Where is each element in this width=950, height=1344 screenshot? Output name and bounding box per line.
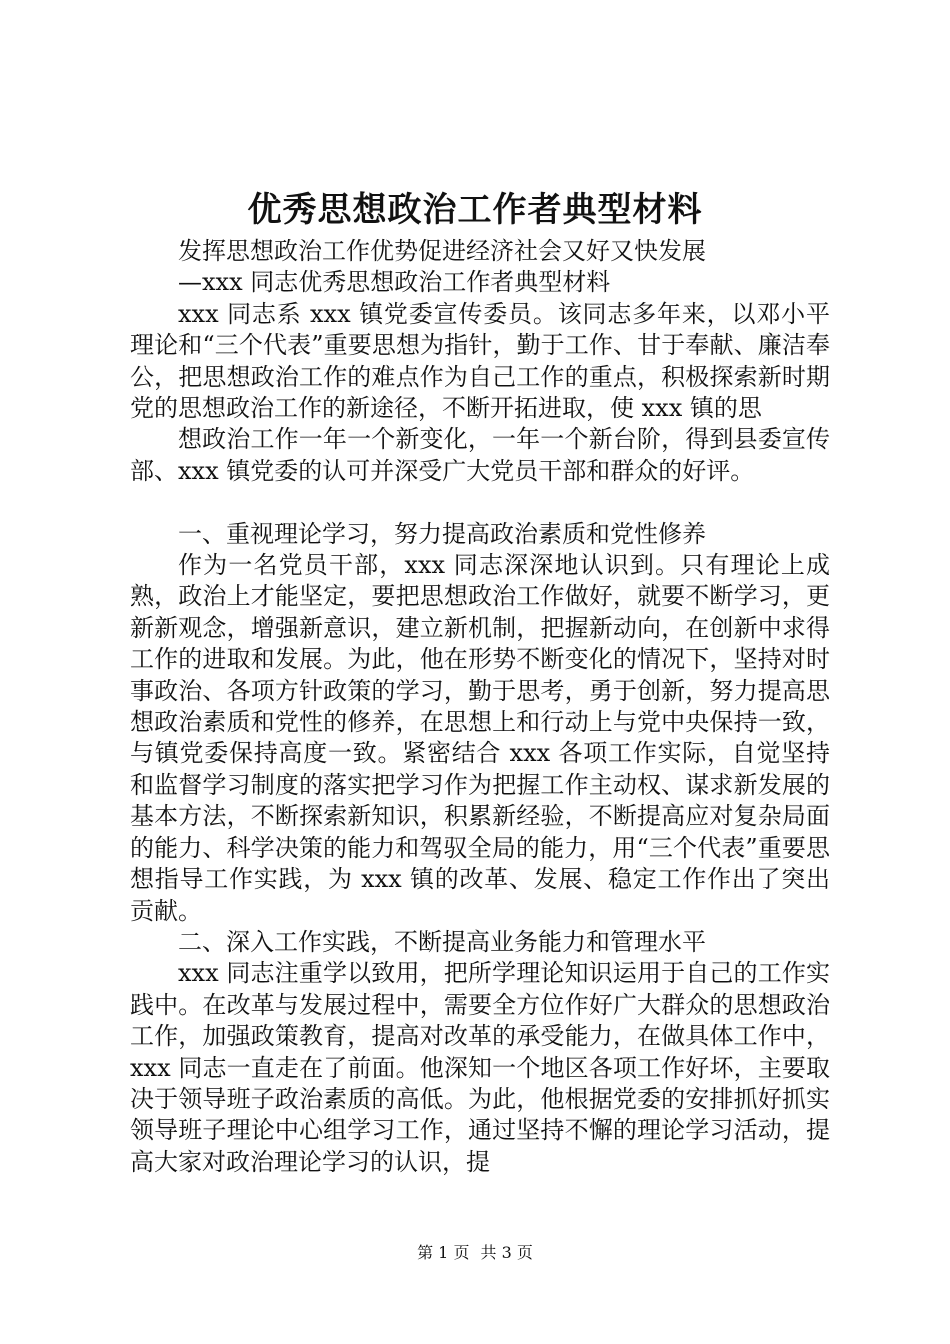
document-title: 优秀思想政治工作者典型材料 — [247, 190, 703, 230]
page-number: 第 1 页 — [417, 1243, 470, 1262]
page-total: 共 3 页 — [480, 1243, 533, 1262]
paragraph-gap — [130, 487, 830, 518]
page-footer — [0, 1242, 950, 1264]
document-subtitle-2: —xxx 同志优秀思想政治工作者典型材料 — [178, 268, 611, 297]
document-subtitle: 发挥思想政治工作优势促进经济社会又好又快发展 — [178, 237, 706, 265]
document-body — [130, 236, 830, 1178]
paragraph-intro: xxx 同志系 xxx 镇党委宣传委员。该同志多年来，以邓小平理论和“三个代表”重要思想为指针，勤于工作、甘于奉献、廉洁奉公，把思想政治工作的难点作为自己工作的重点，积极探索新时期党的思想政治工作的新途径，不断开拓进取，使 xxx 镇的思 — [130, 299, 830, 423]
paragraph-section-2: xxx 同志注重学以致用，把所学理论知识运用于自己的工作实践中。在改革与发展过程中，需要全方位作好广大群众的思想政治工作，加强政策教育，提高对改革的承受能力，在做具体工作中，xxx 同志一直走在了前面。他深知一个地区各项工作好坏，主要取决于领导班子政治素质的高低。为此，他根据党委的安排抓好抓实领导班子理论中心组学习工作，通过坚持不懈的理论学习活动，提高大家对政治理论学习的认识，提 — [130, 959, 830, 1176]
section-heading-2: 二、深入工作实践，不断提高业务能力和管理水平 — [178, 927, 706, 956]
paragraph-intro-continued: 想政治工作一年一个新变化，一年一个新台阶，得到县委宣传部、xxx 镇党委的认可并深受广大党员干部和群众的好评。 — [130, 425, 830, 485]
section-heading-1: 一、重视理论学习，努力提高政治素质和党性修养 — [178, 519, 706, 548]
paragraph-section-1: 作为一名党员干部，xxx 同志深深地认识到。只有理论上成熟，政治上才能坚定，要把思想政治工作做好，就要不断学习，更新新观念，增强新意识，建立新机制，把握新动向，在创新中求得工作的进取和发展。为此，他在形势不断变化的情况下，坚持对时事政治、各项方针政策的学习，勤于思考，勇于创新，努力提高思想政治素质和党性的修养，在思想上和行动上与党中央保持一致，与镇党委保持高度一致。紧密结合 xxx 各项工作实际，自觉坚持和监督学习制度的落实把学习作为把握工作主动权、谋求新发展的基本方法，不断探索新知识，积累新经验，不断提高应对复杂局面的能力、科学决策的能力和驾驭全局的能力，用“三个代表”重要思想指导工作实践，为 xxx 镇的改革、发展、稳定工作作出了突出贡献。 — [130, 551, 830, 925]
